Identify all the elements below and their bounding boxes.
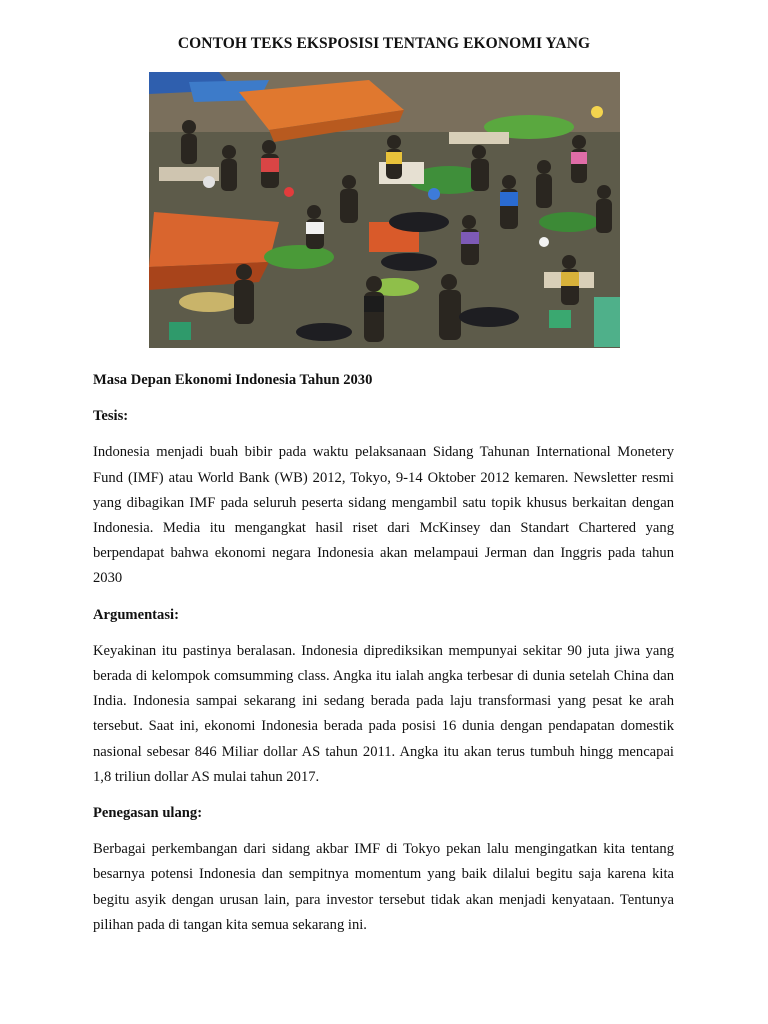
section-heading-penegasan: Penegasan ulang: — [93, 805, 203, 822]
section-body-tesis: Indonesia menjadi buah bibir pada waktu pelaksanaan Sidang Tahunan International Monetery Fund (IMF) atau World Bank (WB) 2012, Tokyo, 9-14 Oktober 2012 kemaren. Newsletter resmi yang dibagikan IMF pada seluruh peserta sidang mengambil satu topik khusus berkaitan dengan Indonesia. Media itu mengangkat hasil riset dari McKinsey dan Standart Chartered yang berpendapat bahwa ekonomi negara Indonesia akan melampaui Jerman dan Inggris pada tahun 2030 — [93, 444, 674, 587]
document-title: CONTOH TEKS EKSPOSISI TENTANG EKONOMI YANG — [177, 35, 591, 52]
market-photo-illustration — [149, 72, 620, 348]
article-body — [93, 368, 674, 949]
market-photo — [149, 72, 620, 348]
section-heading-tesis: Tesis: — [93, 408, 129, 425]
article-subtitle: Masa Depan Ekonomi Indonesia Tahun 2030 — [93, 372, 373, 388]
section-body-argumentasi: Keyakinan itu pastinya beralasan. Indonesia diprediksikan mempunyai sekitar 90 juta jiwa yang berada di kelompok comsumming class. Angka itu ialah angka terbesar di dunia setelah China dan India. Indonesia sampai sekarang ini sedang berada pada laju transformasi yang pesat ke arah tersebut. Saat ini, ekonomi Indonesia berada pada posisi 16 dunia dengan pendapatan domestik nasional sebesar 846 Miliar dollar AS tahun 2011. Angka itu akan terus tumbuh hingg mencapai 1,8 triliun dollar AS mulai tahun 2017. — [93, 642, 674, 785]
section-heading-argumentasi: Argumentasi: — [93, 606, 179, 623]
section-body-penegasan: Berbagai perkembangan dari sidang akbar IMF di Tokyo pekan lalu mengingatkan kita tentang besarnya potensi Indonesia dan sempitnya momentum yang baik dilalui begitu saja karena kita begitu asyik dengan urusan lain, para investor tersebut tidak akan menjadi kenyataan. Tentunya pilihan pada di tangan kita semua sekarang ini. — [93, 841, 674, 933]
